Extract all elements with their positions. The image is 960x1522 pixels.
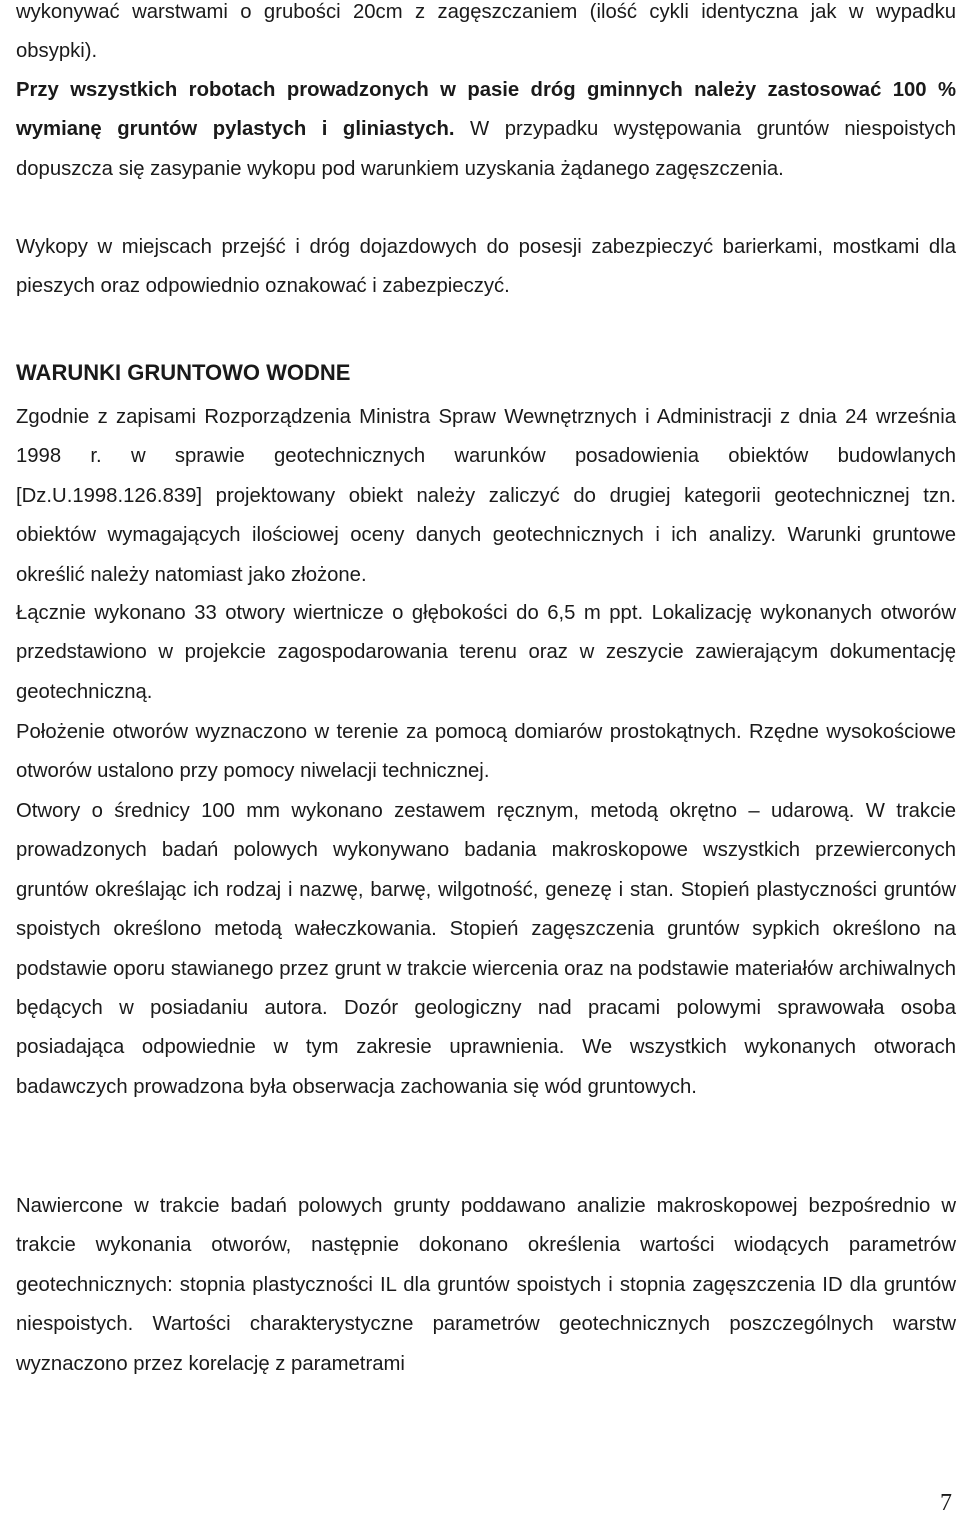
paragraph-positioning: Położenie otworów wyznaczono w terenie za pomocą domiarów prostokątnych. Rzędne wysokościowe otworów ustalono przy pomocy niwelacji technicznej. (16, 721, 956, 783)
paragraph-boreholes: Łącznie wykonano 33 otwory wiertnicze o głębokości do 6,5 m ppt. Lokalizację wykonanych otworów przedstawiono w projekcie zagospodarowania terenu oraz w zeszycie zawierającym dokumentację geotechniczną. (16, 602, 956, 703)
paragraph-analysis: Nawiercone w trakcie badań polowych grunty poddawano analizie makroskopowej bezpośrednio w trakcie wykonania otworów, następnie dokonano określenia wartości wiodących parametrów geotechnicznych: stopnia plastyczności IL dla gruntów spoistych i stopnia zagęszczenia ID dla gruntów niespoistych. Wartości charakterystyczne parametrów geotechnicznych poszczególnych warstw wyznaczono przez korelację z parametrami (16, 1195, 956, 1375)
paragraph-soil-replacement (16, 71, 956, 189)
paragraph-regulation: Zgodnie z zapisami Rozporządzenia Ministra Spraw Wewnętrznych i Administracji z dnia 24 września 1998 r. w sprawie geotechnicznych warunków posadowienia obiektów budowlanych [Dz.U.1998.126.839] projektowany obiekt należy zaliczyć do drugiej kategorii geotechnicznej tzn. obiektów wymagających ilościowej oceny danych geotechnicznych i ich analizy. Warunki gruntowe określić należy natomiast jako złożone. (16, 406, 956, 586)
paragraph-soil-replacement-rest: W przypadku występowania gruntów niespoistych dopuszcza się zasypanie wykopu pod warunkiem uzyskania żądanego zagęszczenia. (16, 118, 956, 180)
paragraph-excavation-safety: Wykopy w miejscach przejść i dróg dojazdowych do posesji zabezpieczyć barierkami, mostkami dla pieszych oraz odpowiednio oznakować i zabezpieczyć. (16, 236, 956, 298)
section-heading: WARUNKI GRUNTOWO WODNE (16, 360, 351, 385)
paragraph-compaction: wykonywać warstwami o grubości 20cm z zagęszczaniem (ilość cykli identyczna jak w wypadku obsypki). (16, 1, 956, 63)
page-number: 7 (940, 1490, 952, 1516)
paragraph-drilling-method: Otwory o średnicy 100 mm wykonano zestawem ręcznym, metodą okrętno – udarową. W trakcie prowadzonych badań polowych wykonywano badania makroskopowe wszystkich przewierconych gruntów określając ich rodzaj i nazwę, barwę, wilgotność, genezę i stan. Stopień plastyczności gruntów spoistych określono metodą wałeczkowania. Stopień zagęszczenia gruntów sypkich określono na podstawie oporu stawianego przez grunt w trakcie wiercenia oraz na podstawie materiałów archiwalnych będących w posiadaniu autora. Dozór geologiczny nad pracami polowymi sprawowała osoba posiadająca odpowiednie w tym zakresie uprawnienia. We wszystkich wykonanych otworach badawczych prowadzona była obserwacja zachowania się wód gruntowych. (16, 800, 956, 1098)
bold-requirement: Przy wszystkich robotach prowadzonych w pasie dróg gminnych należy zastosować 100 % wymianę gruntów pylastych i gliniastych. (16, 79, 956, 141)
